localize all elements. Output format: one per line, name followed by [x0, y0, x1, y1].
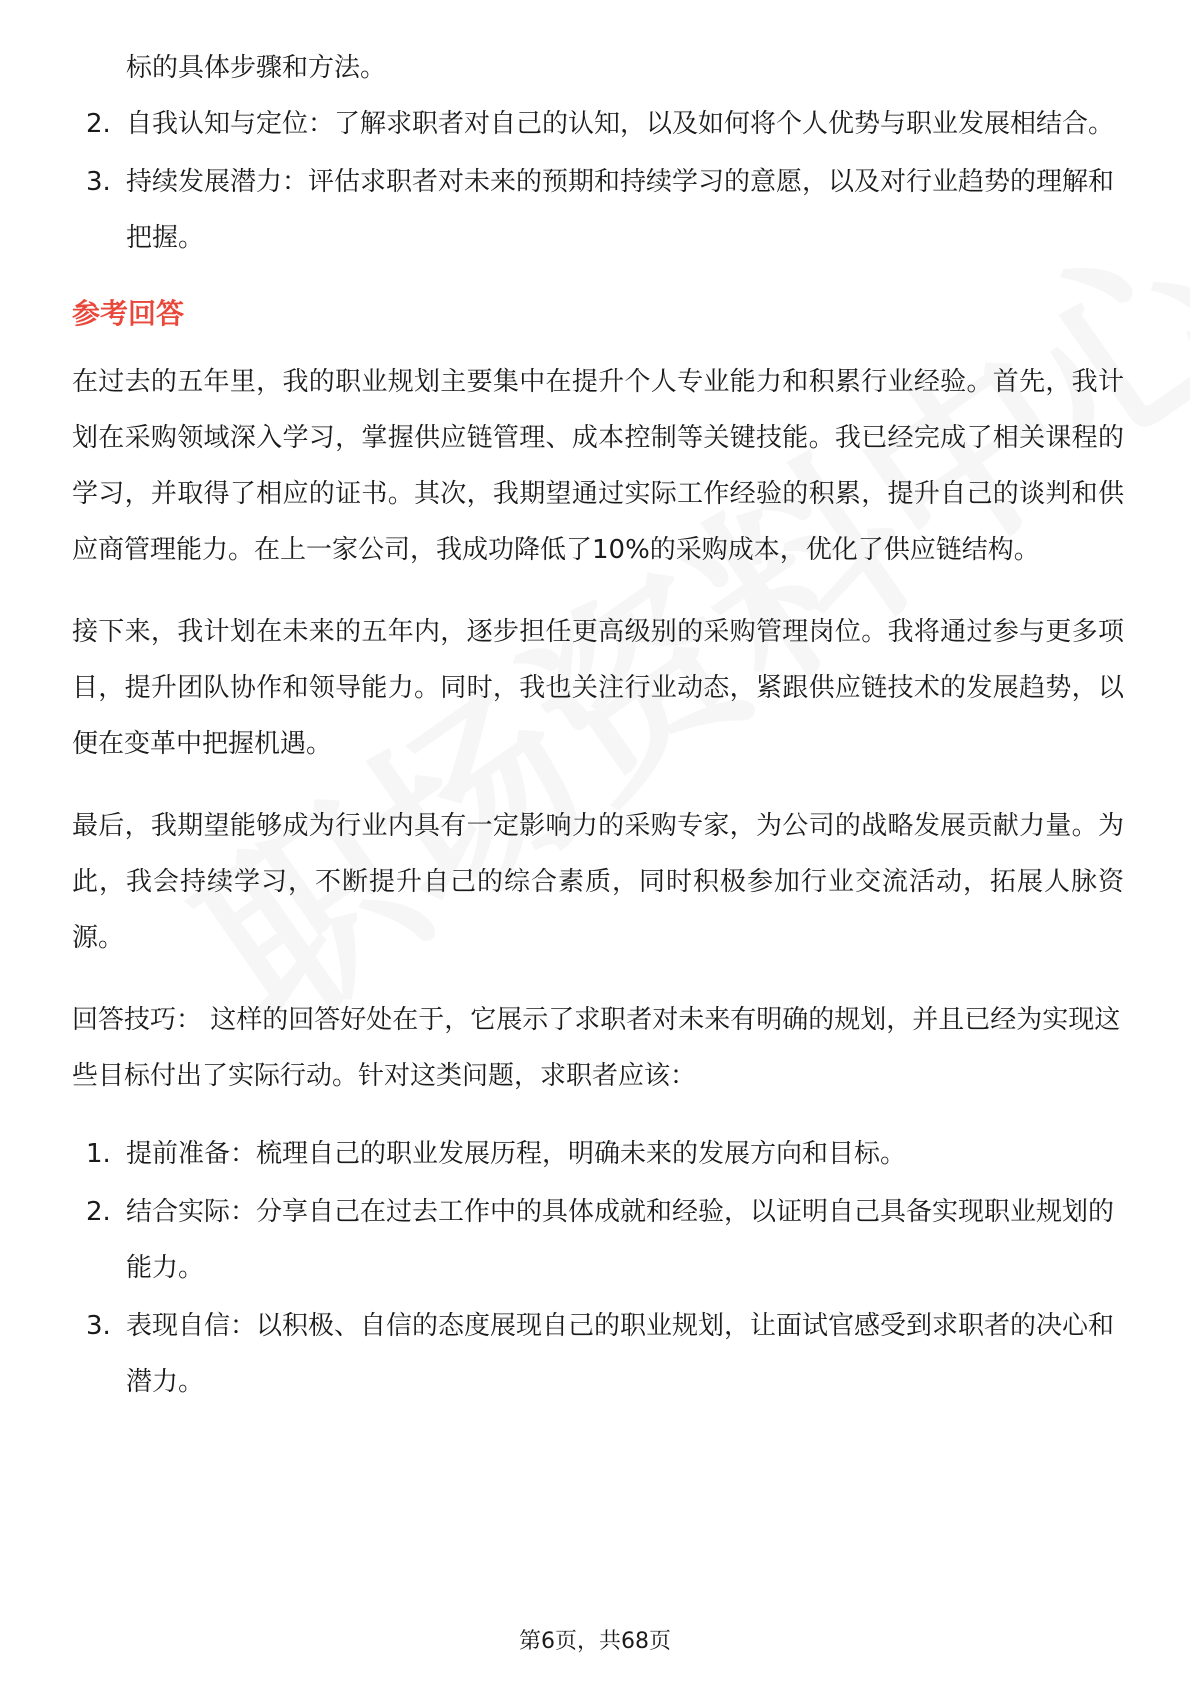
list-item-text: 持续发展潜力：评估求职者对未来的预期和持续学习的意愿，以及对行业趋势的理解和把握。 [126, 167, 1115, 253]
list-item-text: 结合实际：分享自己在过去工作中的具体成就和经验，以证明自己具备实现职业规划的能力。 [126, 1197, 1115, 1283]
list-number: 3. [86, 167, 111, 197]
list-item-text: 自我认知与定位：了解求职者对自己的认知，以及如何将个人优势与职业发展相结合。 [126, 109, 1115, 139]
tips-list [72, 1126, 1124, 1410]
criteria-list [72, 96, 1124, 266]
section-title: 参考回答 [72, 297, 185, 330]
list-item [72, 1126, 1124, 1182]
list-number: 3. [86, 1311, 111, 1341]
answer-paragraph: 在过去的五年里，我的职业规划主要集中在提升个人专业能力和积累行业经验。首先，我计划在采购领域深入学习，掌握供应链管理、成本控制等关键技能。我已经完成了相关课程的学习，并取得了相应的证书。其次，我期望通过实际工作经验的积累，提升自己的谈判和供应商管理能力。在上一家公司，我成功降低了10%的采购成本，优化了供应链结构。 [72, 367, 1124, 565]
tips-intro: 回答技巧： 这样的回答好处在于，它展示了求职者对未来有明确的规划，并且已经为实现这些目标付出了实际行动。针对这类问题，求职者应该： [72, 1005, 1121, 1091]
list-number: 2. [86, 1197, 111, 1227]
list-item [72, 154, 1124, 266]
page-footer: 第6页，共68页 [519, 1629, 671, 1654]
list-item-text: 表现自信：以积极、自信的态度展现自己的职业规划，让面试官感受到求职者的决心和潜力。 [126, 1311, 1115, 1397]
list-number: 2. [86, 109, 111, 139]
list-item [72, 96, 1124, 152]
document-page [72, 40, 1124, 1412]
answer-paragraph: 最后，我期望能够成为行业内具有一定影响力的采购专家，为公司的战略发展贡献力量。为此，我会持续学习，不断提升自己的综合素质，同时积极参加行业交流活动，拓展人脉资源。 [72, 811, 1124, 953]
continuation-text: 标的具体步骤和方法。 [126, 53, 387, 83]
list-number: 1. [86, 1139, 111, 1169]
list-item-text: 提前准备：梳理自己的职业发展历程，明确未来的发展方向和目标。 [126, 1139, 907, 1169]
list-item [72, 1298, 1124, 1410]
answer-paragraph: 接下来，我计划在未来的五年内，逐步担任更高级别的采购管理岗位。我将通过参与更多项目，提升团队协作和领导能力。同时，我也关注行业动态，紧跟供应链技术的发展趋势，以便在变革中把握机遇。 [72, 617, 1124, 759]
list-item [72, 1184, 1124, 1296]
